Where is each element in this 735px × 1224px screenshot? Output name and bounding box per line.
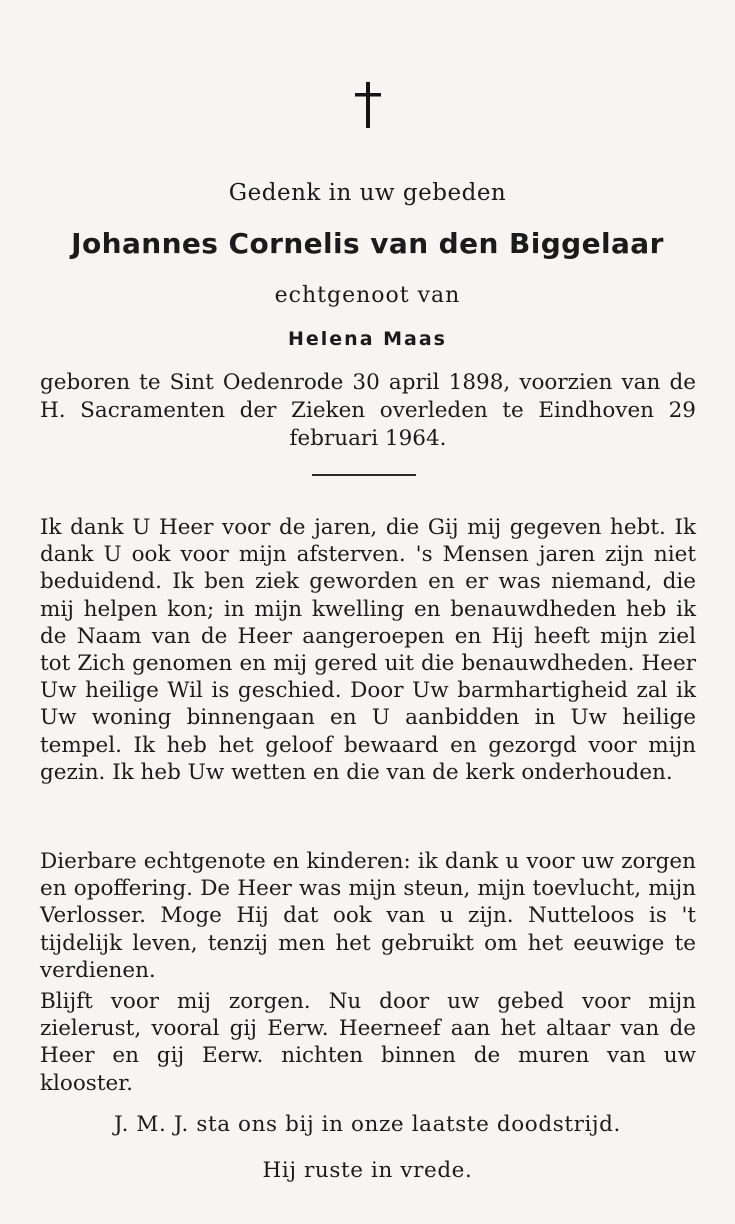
intro-line: Gedenk in uw gebeden (228, 180, 507, 206)
paragraph-request: Blijft voor mij zorgen. Nu door uw gebed voor mijn zielerust, vooral gij Eerw. Heerneef aan het altaar van de Heer en gij Eerw. nichten binnen de muren van uw klooster. (40, 989, 696, 1096)
birth-death-text: geboren te Sint Oedenrode 30 april 1898, voorzien van de H. Sacramenten der Zieken overleden te Eindhoven 29 februari 1964. (40, 370, 696, 451)
paragraph-family: Dierbare echtgenote en kinderen: ik dank u voor uw zorgen en opoffering. De Heer was mijn steun, mijn toevlucht, mijn Verlosser. Moge Hij dat ook van u zijn. Nutteloos is 't tijdelijk leven, tenzij men het gebruikt om het eeuwige te verdienen. (40, 849, 696, 983)
closing-line: Hij ruste in vrede. (262, 1158, 473, 1183)
divider (312, 474, 416, 476)
cross-icon (0, 82, 735, 135)
spouse-name: Helena Maas (287, 328, 447, 350)
invocation-line: J. M. J. sta ons bij in onze laatste doodstrijd. (114, 1112, 621, 1137)
paragraph-prayer: Ik dank U Heer voor de jaren, die Gij mij gegeven hebt. Ik dank U ook voor mijn afsterven. 's Mensen jaren zijn niet beduidend. Ik ben ziek geworden en er was niemand, die mij helpen kon; in mijn kwelling en benauwdheden heb ik de Naam van de Heer aangeroepen en Hij heeft mijn ziel tot Zich genomen en mij gered uit die benauwdheden. Heer Uw heilige Wil is geschied. Door Uw barmhartigheid zal ik Uw woning binnengaan en U aanbidden in Uw heilige tempel. Ik heb het geloof bewaard en gezorgd voor mijn gezin. Ik heb Uw wetten en die van de kerk onderhouden. (40, 515, 696, 785)
deceased-name: Johannes Cornelis van den Biggelaar (71, 227, 664, 260)
relation-line: echtgenoot van (274, 283, 461, 308)
